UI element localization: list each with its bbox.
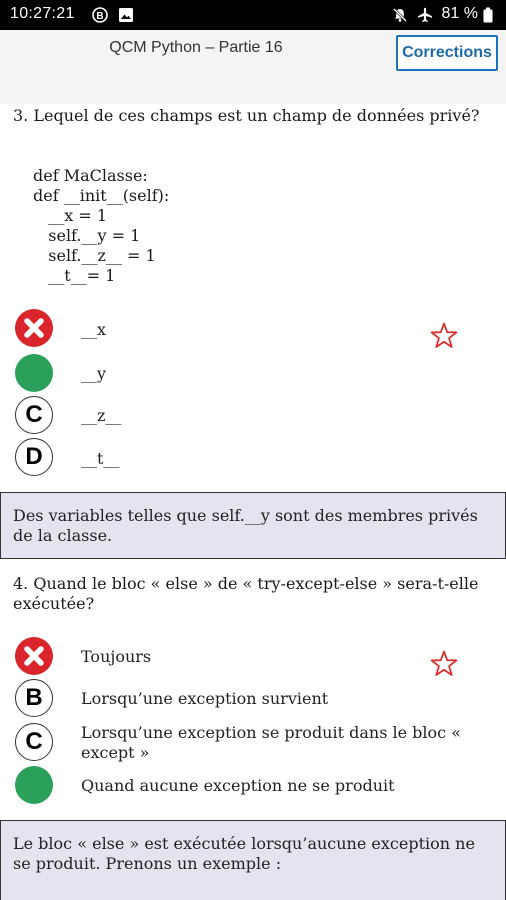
code-line: __t__= 1: [33, 266, 116, 285]
option-letter-marker[interactable]: D: [15, 438, 53, 476]
image-icon: [118, 7, 134, 23]
option-letter-marker[interactable]: C: [15, 396, 53, 434]
airplane-icon: [417, 7, 433, 23]
battery-percent: 81 %: [441, 5, 478, 22]
code-line: __x = 1: [33, 206, 108, 225]
option-correct-marker[interactable]: [15, 766, 53, 804]
explanation-box: Des variables telles que self.__y sont des membres privés de la classe.: [0, 492, 506, 559]
x-mark-icon: [15, 309, 53, 347]
bell-off-icon: [392, 7, 408, 23]
status-time: 10:27:21: [10, 5, 75, 22]
option-wrong-marker[interactable]: [15, 637, 53, 675]
option-label[interactable]: __y: [81, 364, 107, 383]
app-bar: [0, 30, 506, 104]
option-letter-marker[interactable]: C: [15, 723, 53, 761]
svg-text:B: B: [96, 11, 104, 22]
x-mark-icon: [15, 637, 53, 675]
option-label[interactable]: __t__: [81, 449, 120, 468]
battery-icon: [482, 7, 494, 23]
code-line: def __init__(self):: [33, 186, 170, 205]
option-correct-marker[interactable]: [15, 354, 53, 392]
option-label[interactable]: Lorsqu’une exception survient: [81, 689, 329, 708]
page-title: QCM Python – Partie 16: [109, 39, 283, 56]
code-line: def MaClasse:: [33, 166, 148, 185]
option-label[interactable]: __x: [81, 320, 107, 339]
question-text: 4. Quand le bloc « else » de « try-except-else » sera-t-elle exécutée?: [13, 574, 479, 613]
option-wrong-marker[interactable]: [15, 309, 53, 347]
question-code: [33, 166, 169, 286]
option-label[interactable]: Lorsqu’une exception se produit dans le bloc « except »: [81, 723, 461, 762]
option-letter-marker[interactable]: B: [15, 679, 53, 717]
option-label[interactable]: Toujours: [81, 647, 152, 666]
code-line: self.__y = 1: [33, 226, 141, 245]
b-circle-icon: [92, 7, 108, 23]
explanation-box: Le bloc « else » est exécutée lorsqu’aucune exception ne se produit. Prenons un exemple :: [0, 820, 506, 900]
corrections-button[interactable]: Corrections: [396, 35, 498, 71]
star-icon[interactable]: [429, 321, 459, 351]
code-line: self.__z__ = 1: [33, 246, 156, 265]
status-bar: [0, 0, 506, 30]
option-label[interactable]: Quand aucune exception ne se produit: [81, 776, 395, 795]
star-icon[interactable]: [429, 649, 459, 679]
option-label[interactable]: __z__: [81, 406, 122, 425]
question-text: 3. Lequel de ces champs est un champ de données privé?: [13, 106, 480, 125]
